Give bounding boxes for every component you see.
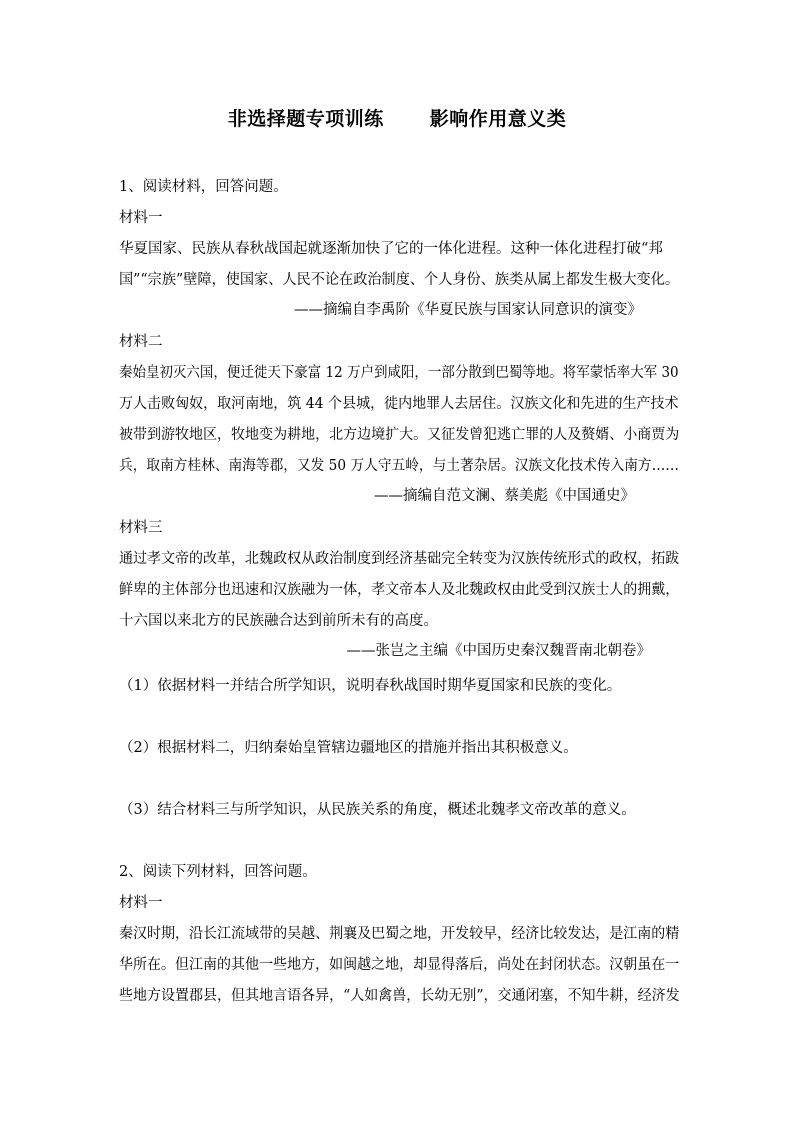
q1-m1-line-2: 国”“宗族”壁障，使国家、人民不论在政治制度、个人身份、族类从属上都发生极大变化。 (119, 272, 680, 288)
q1-sub-question-3: （3）结合材料三与所学知识，从民族关系的角度，概述北魏孝文帝改革的意义。 (119, 802, 636, 818)
q2-m1-label: 材料一 (119, 895, 163, 911)
q1-m3-label: 材料三 (119, 520, 163, 536)
q1-m3-line-3: 十六国以来北方的民族融合达到前所未有的高度。 (119, 613, 438, 629)
q2-stem: 2、阅读下列材料，回答问题。 (119, 864, 317, 880)
q2-m1-line-2: 华所在。但江南的其他一些地方，如闽越之地，却显得落后，尚处在封闭状态。汉朝虽在一 (119, 957, 680, 973)
q1-m2-line-2: 万人击败匈奴，取河南地，筑 44 个县城，徙内地罪人去居住。汉族文化和先进的生产技术 (119, 396, 679, 412)
q1-m3-line-2: 鲜卑的主体部分也迅速和汉族融为一体，孝文帝本人及北魏政权由此受到汉族士人的拥戴， (119, 582, 680, 598)
page-title (0, 104, 794, 131)
q1-sub-question-2: （2）根据材料二，归纳秦始皇管辖边疆地区的措施并指出其积极意义。 (119, 740, 578, 756)
q1-m1-line-1: 华夏国家、民族从春秋战国起就逐渐加快了它的一体化进程。这种一体化进程打破“邦 (119, 241, 663, 257)
q1-m3-source: ——张岂之主编《中国历史秦汉魏晋南北朝卷》 (346, 643, 651, 659)
q2-m1-line-3: 些地方设置郡县，但其地言语各异，“人如禽兽，长幼无别”，交通闭塞，不知牛耕，经济发 (119, 988, 680, 1004)
q1-stem: 1、阅读材料，回答问题。 (119, 179, 288, 195)
q1-m2-line-1: 秦始皇初灭六国，便迁徙天下豪富 12 万户到咸阳，一部分散到巴蜀等地。将军蒙恬率大军 30 (119, 365, 679, 381)
q1-m2-line-3: 被带到游牧地区，牧地变为耕地，北方边境扩大。又征发曾犯逃亡罪的人及赘婿、小商贾为 (119, 427, 680, 443)
q2-m1-line-1: 秦汉时期，沿长江流域带的吴越、荆襄及巴蜀之地，开发较早，经济比较发达，是江南的精 (119, 926, 680, 942)
title-main: 非选择题专项训练 (227, 108, 384, 130)
q1-m3-line-1: 通过孝文帝的改革，北魏政权从政治制度到经济基础完全转变为汉族传统形式的政权，拓跋 (119, 551, 680, 567)
q1-sub-question-1: （1）依据材料一并结合所学知识，说明春秋战国时期华夏国家和民族的变化。 (119, 678, 622, 694)
q1-m2-label: 材料二 (119, 334, 163, 350)
title-sub: 影响作用意义类 (429, 108, 567, 130)
q1-m1-label: 材料一 (119, 210, 163, 226)
q1-m2-source: ——摘编自范文澜、蔡美彪《中国通史》 (374, 488, 635, 504)
q1-m1-source: ——摘编自李禹阶《华夏民族与国家认同意识的演变》 (294, 302, 642, 318)
q1-m2-line-4: 兵，取南方桂林、南海等郡，又发 50 万人守五岭，与土著杂居。汉族文化技术传入南方…… (119, 458, 679, 474)
